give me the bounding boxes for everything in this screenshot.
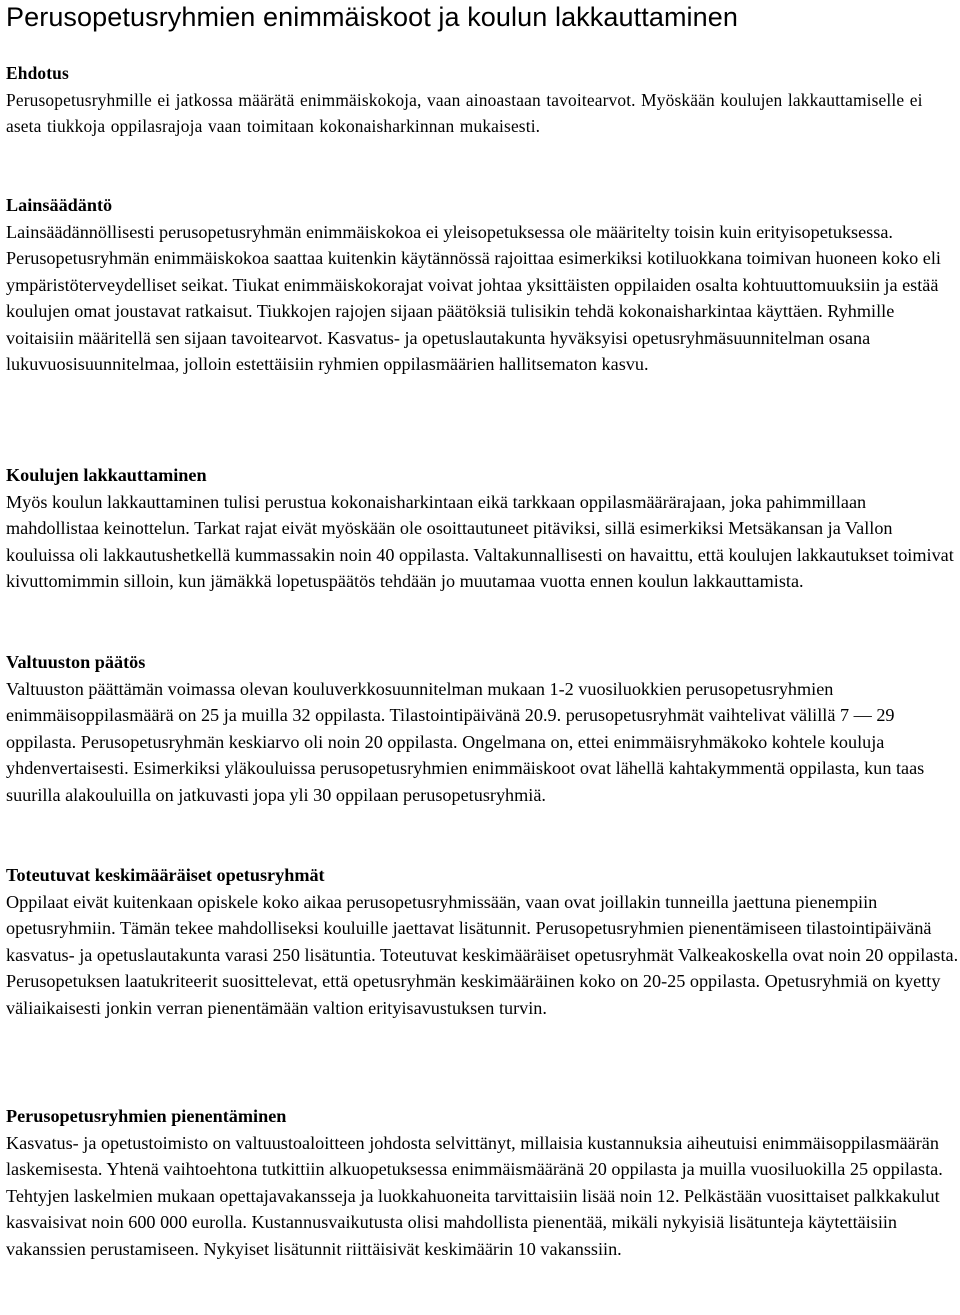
section-body: Kasvatus- ja opetustoimisto on valtuustoaloitteen johdosta selvittänyt, millaisia kustannuksia aiheutuisi enimmäisoppilasmäärän laskemisesta. Yhtenä vaihtoehtona tutkittiin alkuopetuksessa enimmäismääränä 20 oppilasta ja muilla vuosiluokilla 25 oppilasta. Tehtyjen laskelmien mukaan opettajavakansseja ja luokkahuoneita tarvittaisiin lisää noin 12. Pelkästään vuosittaiset palkkakulut kasvaisivat noin 600 000 eurolla. Kustannusvaikutusta olisi mahdollista pienentää, mikäli nykyisiä lisätunteja käytettäisiin vakanssien perustamiseen. Nykyiset lisätunnit riittäisivät keskimäärin 10 vakanssiin. bbox=[6, 1132, 943, 1259]
section-body: Lainsäädännöllisesti perusopetusryhmän enimmäiskokoa ei yleisopetuksessa ole määritelty toisin kuin erityisopetuksessa. Perusopetusryhmän enimmäiskokoa saattaa kuitenkin käytännössä rajoittaa esimerkiksi kotiluokkana toimivan huoneen koko eli ympäristöterveydelliset seikat. Tiukat enimmäiskokorajat voivat johtaa yksittäisten oppilaiden osalta kohtuuttomuuksiin ja estää koulujen omat joustavat ratkaisut. Tiukkojen rajojen sijaan päätöksiä tulisikin tehdä kokonaisharkintaa käyttäen. Ryhmille voitaisiin määritellä sen sijaan tavoitearvot. Kasvatus- ja opetuslautakunta hyväksyisi opetusryhmäsuunnitelman osana lukuvuosisuunnitelmaa, jolloin estettäisiin ryhmien oppilasmäärien hallitsematon kasvu. bbox=[6, 221, 941, 374]
document-page bbox=[6, 0, 959, 1259]
section-heading: Lainsäädäntö bbox=[6, 195, 113, 215]
section-toteutuvat-opetusryhmat bbox=[6, 862, 960, 1021]
section-heading: Valtuuston päätös bbox=[6, 652, 146, 672]
section-body: Oppilaat eivät kuitenkaan opiskele koko aikaa perusopetusryhmissään, vaan ovat joillakin tunneilla jaettuna pienempiin opetusryhmiin. Tämän tekee mahdolliseksi kouluille jaettavat lisätunnit. Perusopetusryhmien pienentämiseen tilastointipäivänä kasvatus- ja opetuslautakunta varasi 250 lisätuntia. Toteutuvat keskimääräiset opetusryhmät Valkeakoskella ovat noin 20 oppilasta. Perusopetuksen laatukriteerit suosittelevat, että opetusryhmän keskimääräinen koko on 20-25 oppilasta. Opetusryhmiä on kyetty väliaikaisesti jonkin verran pienentämään valtion erityisavustuksen turvin. bbox=[6, 891, 959, 1018]
section-lainsaadanto bbox=[6, 192, 960, 378]
section-body: Valtuuston päättämän voimassa olevan kouluverkkosuunnitelman mukaan 1-2 vuosiluokkien perusopetusryhmien enimmäisoppilasmäärä on 25 ja muilla 32 oppilasta. Tilastointipäivänä 20.9. perusopetusryhmät vaihtelivat välillä 7 — 29 oppilasta. Perusopetusryhmän keskiarvo oli noin 20 oppilasta. Ongelmana on, ettei enimmäisryhmäkoko kohtele kouluja yhdenvertaisesti. Esimerkiksi yläkouluissa perusopetusryhmien enimmäiskoot ovat lähellä kahtakymmentä oppilasta, kun taas suurilla alakouluilla on jatkuvasti jopa yli 30 oppilaan perusopetusryhmiä. bbox=[6, 678, 925, 805]
section-ehdotus bbox=[6, 60, 960, 140]
section-koulujen-lakkauttaminen bbox=[6, 462, 960, 595]
section-heading: Koulujen lakkauttaminen bbox=[6, 465, 207, 485]
section-pienentaminen bbox=[6, 1103, 960, 1262]
section-body: Myös koulun lakkauttaminen tulisi perustua kokonaisharkintaan eikä tarkkaan oppilasmäärärajaan, joka pahimmillaan mahdollistaa keinottelun. Tarkat rajat eivät myöskään ole osoittautuneet pitäviksi, sillä esimerkiksi Metsäkansan ja Vallon kouluissa oli lakkautushetkellä kummassakin noin 40 oppilasta. Valtakunnallisesti on havaittu, että koulujen lakkautukset toimivat kivuttomimmin silloin, kun jämäkkä lopetuspäätös tehdään jo muutamaa vuotta ennen koulun lakkauttamista. bbox=[6, 491, 954, 591]
document-title: Perusopetusryhmien enimmäiskoot ja koulun lakkauttaminen bbox=[6, 2, 738, 32]
section-valtuuston-paatos bbox=[6, 649, 960, 808]
section-heading: Toteutuvat keskimääräiset opetusryhmät bbox=[6, 865, 325, 885]
section-heading: Ehdotus bbox=[6, 63, 69, 83]
section-body: Perusopetusryhmille ei jatkossa määrätä enimmäiskokoja, vaan ainoastaan tavoitearvot. Myöskään koulujen lakkauttamiselle ei aseta tiukkoja oppilasrajoja vaan toimitaan kokonaisharkinnan mukaisesti. bbox=[6, 89, 923, 136]
section-heading: Perusopetusryhmien pienentäminen bbox=[6, 1106, 287, 1126]
